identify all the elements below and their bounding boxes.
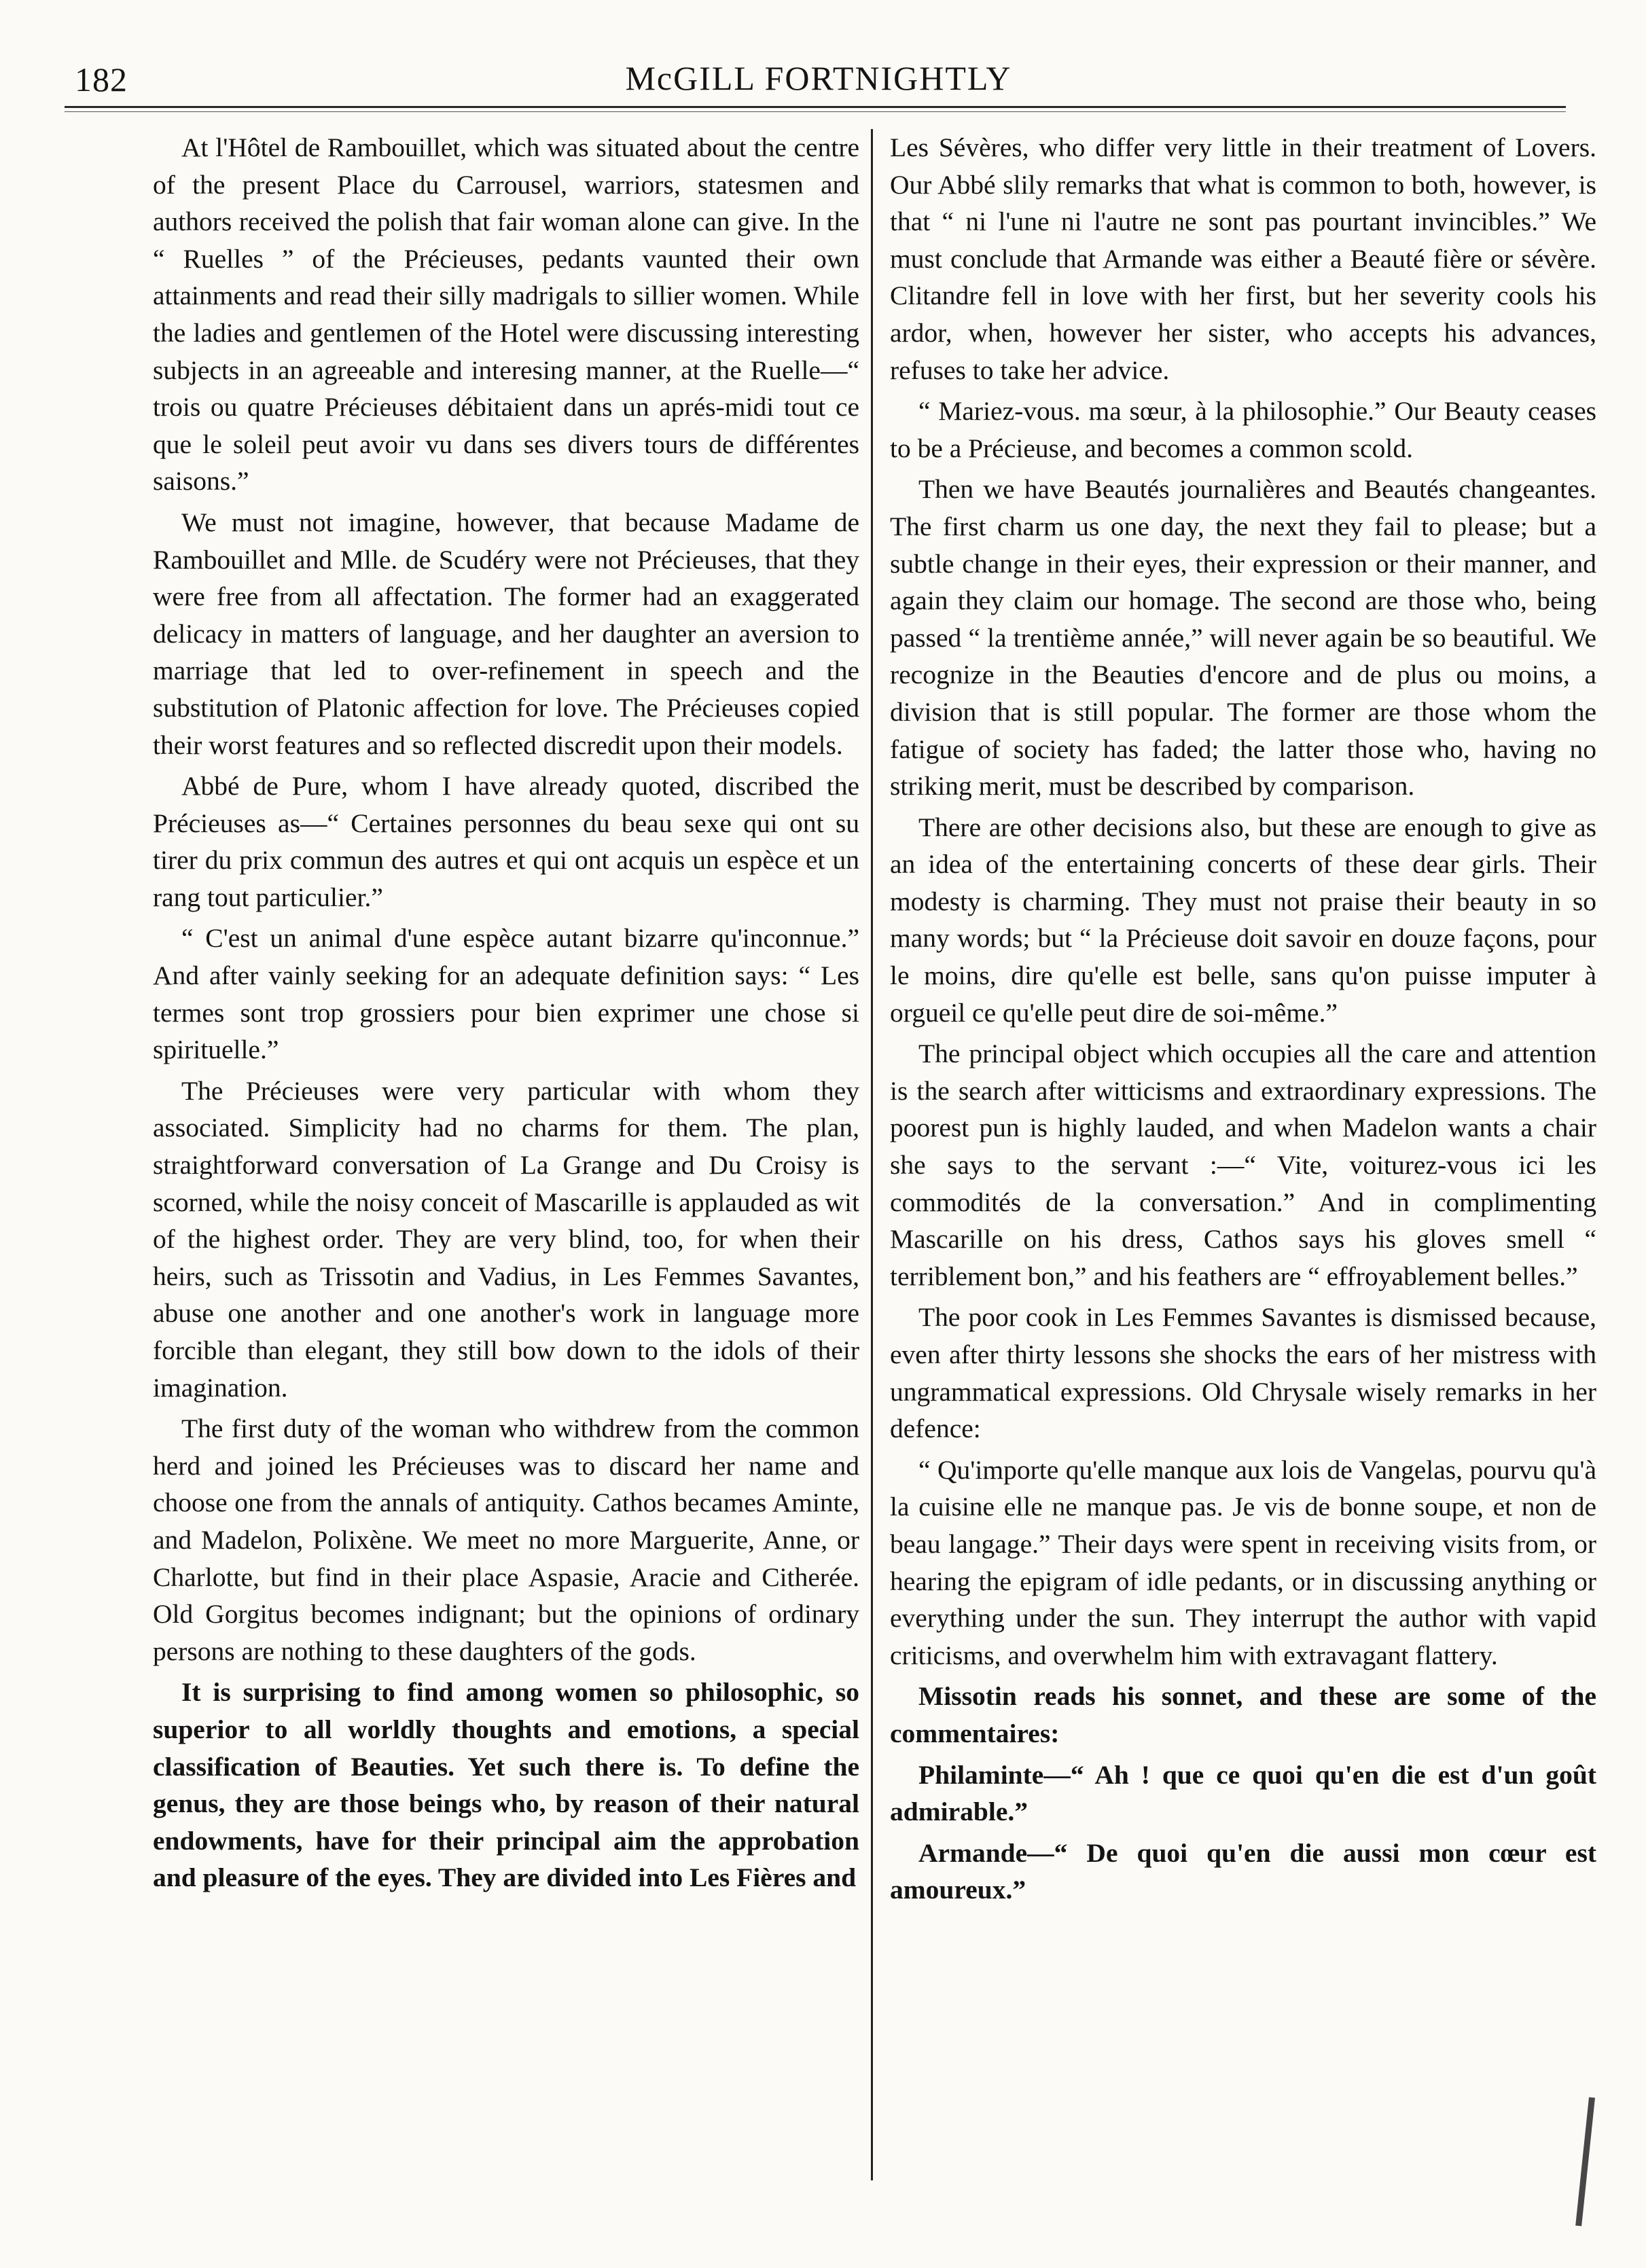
paragraph: The poor cook in Les Femmes Savantes is dismissed because, even after thirty lessons she shocks the ears of her mistress with ungrammatical expressions. Old Chrysale wisely remarks in her defence:	[890, 1302, 1596, 1444]
paragraph: Les Sévères, who differ very little in their treatment of Lovers. Our Abbé slily remarks that what is common to both, however, is that “ ni l'une ni l'autre ne sont pas pourtant invincibles.” We must conclude that Armande was either a Beauté fière or sévère. Clitandre fell in love with her first, but her severity cools his ardor, when, however her sister, who accepts his advances, refuses to take her advice.	[890, 132, 1596, 385]
paragraph: Then we have Beautés journalières and Beautés changeantes. The first charm us one day, the next they fail to please; but a subtle change in their eyes, their expression or their manner, and again they claim our homage. The second are those who, being passed “ la trentième année,” will never again be so beautiful. We recognize in the Beauties d'encore and de plus ou moins, a division that is still popular. The former are those whom the fatigue of society has faded; the latter those who, having no striking merit, must be described by comparison.	[890, 474, 1596, 802]
header-rule	[65, 106, 1566, 108]
paragraph: Philaminte—“ Ah ! que ce quoi qu'en die est d'un goût admirable.”	[890, 1759, 1596, 1827]
paragraph: It is surprising to find among women so philosophic, so superior to all worldly thoughts and emotions, a special classification of Beauties. Yet such there is. To define the genus, they are those beings who, by reason of their natural endowments, have for their principal aim the approbation and pleasure of the eyes. They are divided into Les Fières and	[153, 1677, 859, 1893]
page-number: 182	[75, 60, 128, 98]
paragraph: There are other decisions also, but these are enough to give as an idea of the entertaining concerts of these dear girls. Their modesty is charming. They must not praise their beauty in so many words; but “ la Précieuse doit savoir en douze façons, pour le moins, dire qu'elle est belle, sans qu'on puisse imputer à orgueil ce qu'elle peut dire de soi-même.”	[890, 812, 1596, 1028]
page-header	[75, 54, 1562, 102]
left-column	[153, 129, 859, 2221]
paragraph: Abbé de Pure, whom I have already quoted, discribed the Précieuses as—“ Certaines personnes du beau sexe qui ont su tirer du prix commun des autres et qui ont acquis un espèce et un rang tout particulier.”	[153, 771, 859, 912]
right-column	[890, 129, 1596, 2221]
paragraph: At l'Hôtel de Rambouillet, which was situated about the centre of the present Place du Carrousel, warriors, statesmen and authors received the polish that fair woman alone can give. In the “ Ruelles ” of the Précieuses, pedants vaunted their own attainments and read their silly madrigals to sillier women. While the ladies and gentlemen of the Hotel were discussing interesting subjects in an agreeable and interesing manner, at the Ruelle—“ trois ou quatre Précieuses débitaient dans un aprés-midi tout ce que le soleil peut avoir vu dans ses divers tours de différentes saisons.”	[153, 132, 859, 497]
paragraph: “ Mariez-vous. ma sœur, à la philosophie.” Our Beauty ceases to be a Précieuse, and becomes a common scold.	[890, 396, 1596, 463]
paragraph: “ Qu'importe qu'elle manque aux lois de Vangelas, pourvu qu'à la cuisine elle ne manque pas. Je vis de bonne soupe, et non de beau langage.” Their days were spent in receiving visits from, or hearing the epigram of idle pedants, or in discussing anything or everything under the sun. They interrupt the author with vapid criticisms, and overwhelm him with extravagant flattery.	[890, 1454, 1596, 1670]
running-title: McGILL FORTNIGHTLY	[625, 59, 1012, 97]
paragraph: “ C'est un animal d'une espèce autant bizarre qu'inconnue.” And after vainly seeking for an adequate definition says: “ Les termes sont trop grossiers pour bien exprimer une chose si spirituelle.”	[153, 923, 859, 1065]
paragraph: The first duty of the woman who withdrew from the common herd and joined les Précieuses was to discard her name and choose one from the annals of antiquity. Cathos becames Aminte, and Madelon, Polixène. We meet no more Marguerite, Anne, or Charlotte, but find in their place Aspasie, Aracie and Citherée. Old Gorgitus becomes indignant; but the opinions of ordinary persons are nothing to these daughters of the gods.	[153, 1414, 859, 1666]
paragraph: The Précieuses were very particular with whom they associated. Simplicity had no charms for them. The plan, straightforward conversation of La Grange and Du Croisy is scorned, while the noisy conceit of Mascarille is applauded as wit of the highest order. They are very blind, too, for when their heirs, such as Trissotin and Vadius, in Les Femmes Savantes, abuse one another and one another's work in language more forcible than elegant, they still bow down to the idols of their imagination.	[153, 1075, 859, 1403]
paragraph: Armande—“ De quoi qu'en die aussi mon cœur est amoureux.”	[890, 1837, 1596, 1905]
paragraph: Missotin reads his sonnet, and these are some of the commentaires:	[890, 1681, 1596, 1748]
paragraph: We must not imagine, however, that because Madame de Rambouillet and Mlle. de Scudéry were not Précieuses, that they were free from all affectation. The former had an exaggerated delicacy in matters of language, and her daughter an aversion to marriage that led to over-refinement in speech and the substitution of Platonic affection for love. The Précieuses copied their worst features and so reflected discredit upon their models.	[153, 507, 859, 760]
paragraph: The principal object which occupies all the care and attention is the search after witticisms and extraordinary expressions. The poorest pun is highly lauded, and when Madelon wants a chair she says to the servant :—“ Vite, voiturez-vous ici les commodités de la conversation.” And in complimenting Mascarille on his dress, Cathos says his gloves smell “ terriblement bon,” and his feathers are “ effroyablement belles.”	[890, 1039, 1596, 1291]
header-rule-thin	[65, 111, 1566, 112]
column-divider	[871, 129, 873, 2180]
